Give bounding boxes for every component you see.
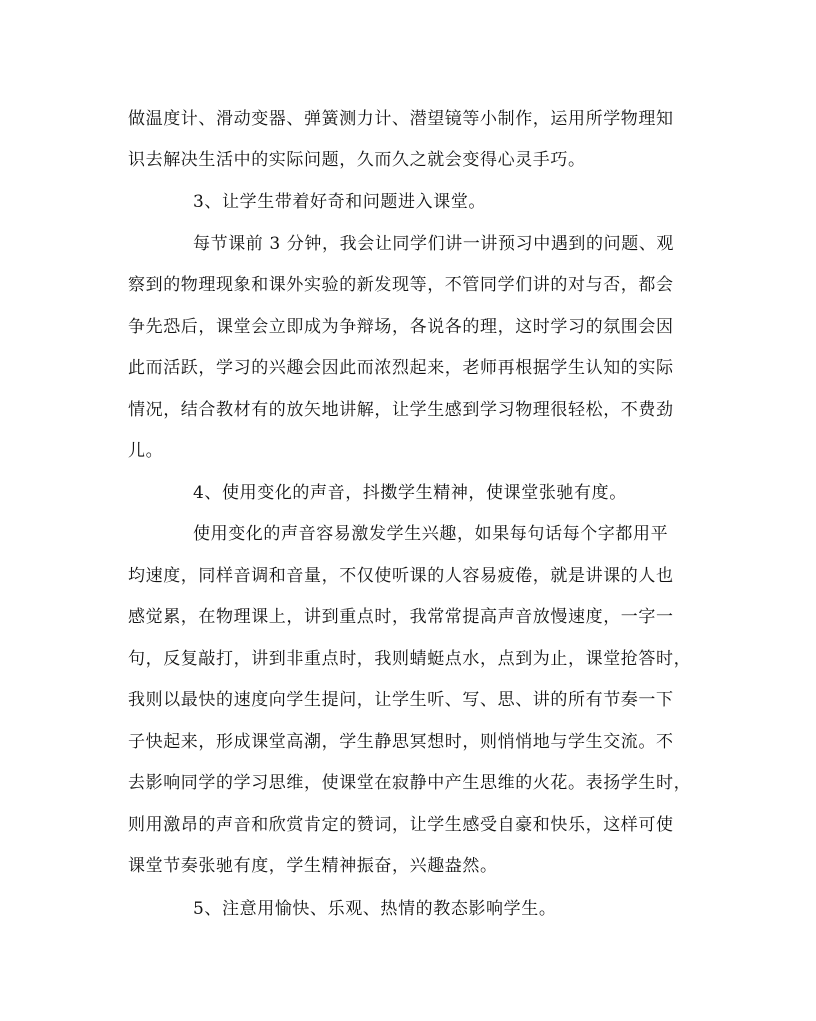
text-line: 此而活跃，学习的兴趣会因此而浓烈起来，老师再根据学生认知的实际 (128, 358, 674, 378)
text-line: 子快起来，形成课堂高潮，学生静思冥想时，则悄悄地与学生交流。不 (128, 732, 674, 752)
text-line: 感觉累，在物理课上，讲到重点时，我常常提高声音放慢速度，一字一 (128, 607, 674, 627)
text-line: 每节课前 3 分钟，我会让同学们讲一讲预习中遇到的问题、观 (193, 234, 675, 254)
text-line: 句，反复敲打，讲到非重点时，我则蜻蜓点水，点到为止，课堂抢答时， (128, 649, 692, 669)
text-line: 课堂节奏张驰有度，学生精神振奋，兴趣盎然。 (128, 856, 498, 876)
section-heading: 3、让学生带着好奇和问题进入课堂。 (193, 192, 487, 212)
text-line: 我则以最快的速度向学生提问，让学生听、写、思、讲的所有节奏一下 (128, 690, 674, 710)
section-heading: 4、使用变化的声音，抖擞学生精神，使课堂张驰有度。 (193, 483, 627, 503)
text-line: 做温度计、滑动变器、弹簧测力计、潜望镜等小制作，运用所学物理知 (128, 109, 674, 129)
text-line: 则用激昂的声音和欣赏肯定的赞词，让学生感受自豪和快乐，这样可使 (128, 815, 674, 835)
text-line: 察到的物理现象和课外实验的新发现等，不管同学们讲的对与否，都会 (128, 275, 674, 295)
text-line: 去影响同学的学习思维，使课堂在寂静中产生思维的火花。表扬学生时， (128, 773, 692, 793)
text-line: 均速度，同样音调和音量，不仅使听课的人容易疲倦，就是讲课的人也 (128, 566, 674, 586)
text-line: 使用变化的声音容易激发学生兴趣，如果每句话每个字都用平 (193, 524, 669, 544)
text-line: 儿。 (128, 441, 164, 461)
text-line: 识去解决生活中的实际问题，久而久之就会变得心灵手巧。 (128, 150, 586, 170)
text-line: 情况，结合教材有的放矢地讲解，让学生感到学习物理很轻松，不费劲 (128, 400, 674, 420)
section-heading: 5、注意用愉快、乐观、热情的教态影响学生。 (193, 899, 557, 919)
text-line: 争先恐后，课堂会立即成为争辩场，各说各的理，这时学习的氛围会因 (128, 317, 674, 337)
